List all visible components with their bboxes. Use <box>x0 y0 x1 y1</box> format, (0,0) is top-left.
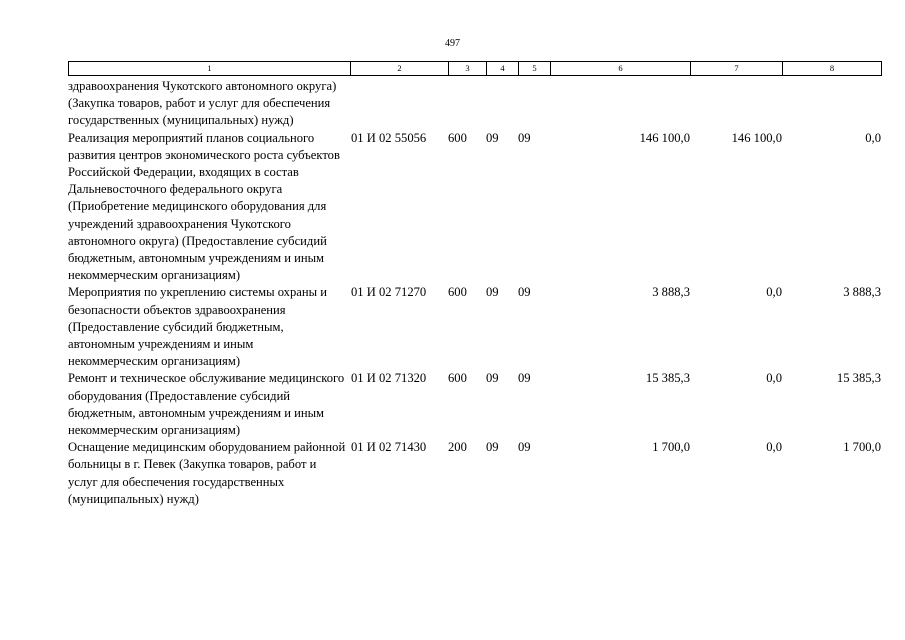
row-total-cell <box>550 78 690 130</box>
table-row <box>68 439 881 508</box>
row-code-cell: 01 И 02 55056 <box>351 130 427 145</box>
budget-table <box>68 78 881 508</box>
table-row <box>68 130 881 285</box>
row-expense-type-cell: 600 <box>448 285 467 300</box>
row-subsection-cell: 09 <box>518 130 531 145</box>
row-regional-cell: 15 385,3 <box>836 371 881 386</box>
row-federal-cell: 0,0 <box>766 440 782 455</box>
row-section-cell: 09 <box>486 285 499 300</box>
row-total-cell: 146 100,0 <box>639 130 690 145</box>
row-name-cell: Мероприятия по укреплению системы охраны и безопасности объектов здравоохранения (Предоставление субсидий бюджетным, автономным учреждениям и иным некоммерческим организациям) <box>68 285 327 369</box>
row-federal-cell: 0,0 <box>766 371 782 386</box>
row-regional-cell: 1 700,0 <box>843 440 881 455</box>
row-code-cell: 01 И 02 71320 <box>351 371 427 386</box>
row-name-cell: здравоохранения Чукотского автономного округа) (Закупка товаров, работ и услуг для обеспечения государственных (муниципальных) нужд) <box>68 79 337 128</box>
row-federal-cell: 146 100,0 <box>731 130 782 145</box>
table-row <box>68 284 881 370</box>
page-number: 497 <box>445 38 460 49</box>
header-col-6: 6 <box>551 62 691 76</box>
header-col-8: 8 <box>783 62 882 76</box>
row-expense-type-cell: 600 <box>448 371 467 386</box>
row-expense-type-cell: 600 <box>448 130 467 145</box>
header-col-7: 7 <box>691 62 783 76</box>
row-name-cell: Оснащение медицинским оборудованием районной больницы в г. Певек (Закупка товаров, работ и услуг для обеспечения государственных (муниципальных) нужд) <box>68 440 346 506</box>
header-col-4: 4 <box>487 62 519 76</box>
row-regional-cell: 0,0 <box>865 130 881 145</box>
row-total-cell: 1 700,0 <box>652 440 690 455</box>
row-code-cell <box>350 78 448 130</box>
row-expense-type-cell: 200 <box>448 440 467 455</box>
row-name-cell: Реализация мероприятий планов социального развития центров экономического роста субъектов Российской Федерации, входящих в состав Дальневосточного федерального округа (Приобретение медицинского оборудования для учреждений здравоохранения Чукотского автономного округа) (Предоставление субсидий бюджетным, автономным учреждениям и иным некоммерческим организациям) <box>68 130 340 283</box>
row-section-cell: 09 <box>486 440 499 455</box>
row-expense-type-cell <box>448 78 486 130</box>
row-total-cell: 3 888,3 <box>652 285 690 300</box>
row-code-cell: 01 И 02 71270 <box>351 285 427 300</box>
row-total-cell: 15 385,3 <box>645 371 690 386</box>
row-subsection-cell: 09 <box>518 285 531 300</box>
row-subsection-cell: 09 <box>518 371 531 386</box>
row-section-cell: 09 <box>486 130 499 145</box>
row-subsection-cell <box>518 78 550 130</box>
column-number-header <box>68 61 882 76</box>
row-code-cell: 01 И 02 71430 <box>351 440 427 455</box>
header-col-5: 5 <box>519 62 551 76</box>
row-name-cell: Ремонт и техническое обслуживание медицинского оборудования (Предоставление субсидий бюджетным, автономным учреждениям и иным некоммерческим организациям) <box>68 371 345 438</box>
row-federal-cell: 0,0 <box>766 285 782 300</box>
header-col-2: 2 <box>351 62 449 76</box>
row-regional-cell <box>782 78 881 130</box>
row-subsection-cell: 09 <box>518 440 531 455</box>
row-section-cell <box>486 78 518 130</box>
table-row <box>68 370 881 439</box>
header-col-3: 3 <box>449 62 487 76</box>
row-section-cell: 09 <box>486 371 499 386</box>
row-regional-cell: 3 888,3 <box>843 285 881 300</box>
row-federal-cell <box>690 78 782 130</box>
table-row <box>68 78 881 130</box>
header-col-1: 1 <box>69 62 351 76</box>
